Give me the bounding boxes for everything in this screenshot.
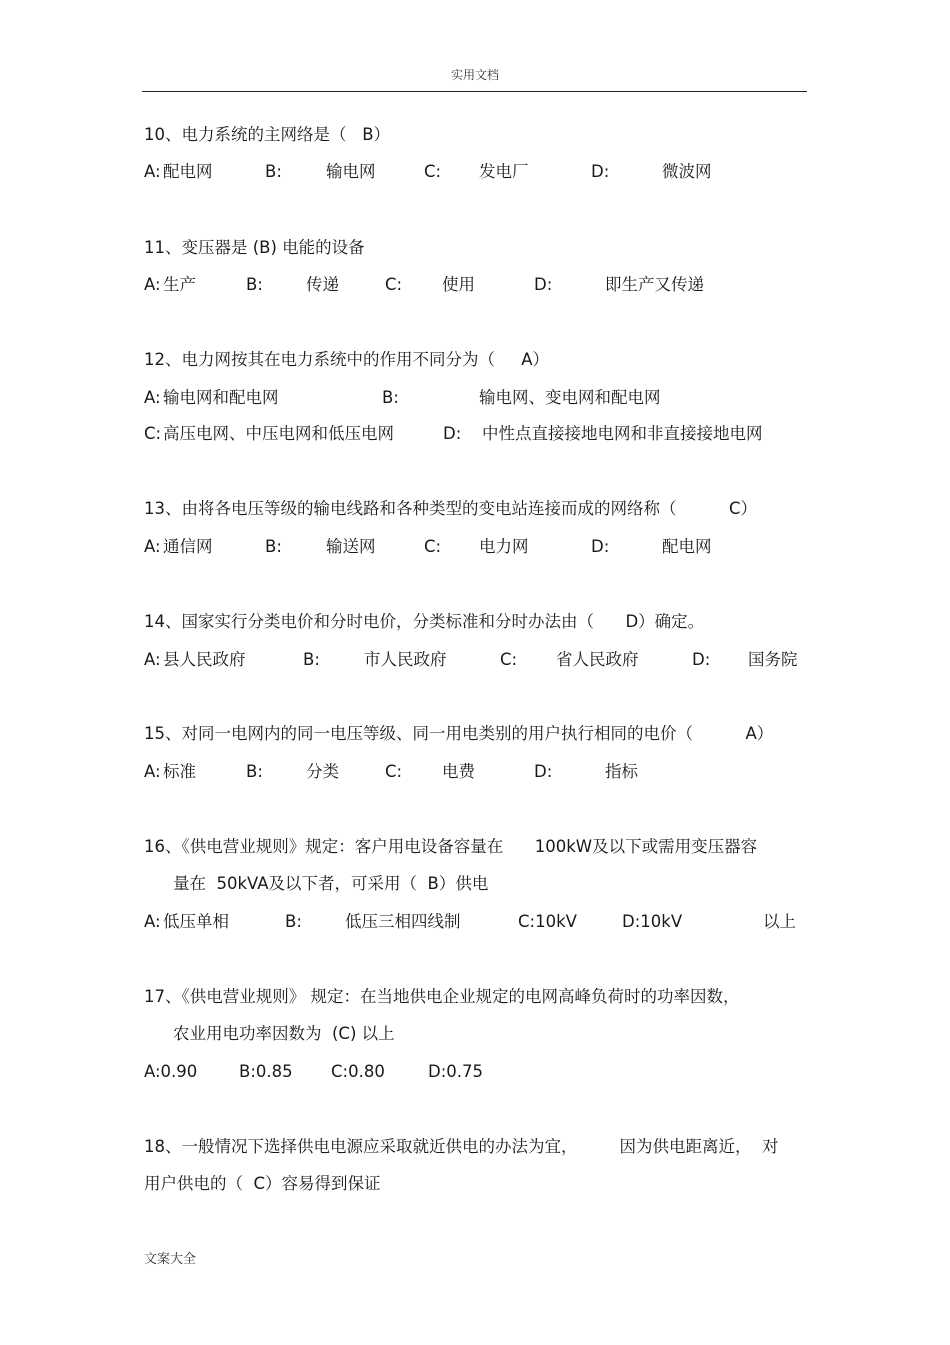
question-12-option-b-label: B: <box>382 388 399 407</box>
question-14-option-c-label: C: <box>500 650 518 669</box>
question-14-option-d: 国务院 <box>748 650 798 669</box>
question-15-option-c: 电费 <box>442 762 475 781</box>
question-18-stem: 18、一般情况下选择供电电源应采取就近供电的办法为宜， 因为供电距离近， 对 <box>144 1137 779 1156</box>
question-15-option-d-label: D: <box>534 762 553 781</box>
question-10-option-b: 输电网 <box>326 162 376 181</box>
question-13-option-c: 电力网 <box>479 537 529 556</box>
question-16-option-c: C:10kV <box>518 912 577 931</box>
question-11-option-b-label: B: <box>246 275 263 294</box>
question-14-stem: 14、国家实行分类电价和分时电价，分类标准和分时办法由（ D）确定。 <box>144 612 705 631</box>
question-10-option-d: 微波网 <box>662 162 712 181</box>
page-footer: 文案大全 <box>144 1252 197 1267</box>
question-13-stem: 13、由将各电压等级的输电线路和各种类型的变电站连接而成的网络称（ C） <box>144 499 757 518</box>
question-18-stem-continued: 用户供电的（ C）容易得到保证 <box>144 1174 381 1193</box>
question-16-option-b-label: B: <box>285 912 302 931</box>
question-14-option-d-label: D: <box>692 650 711 669</box>
question-12-option-c: 高压电网、中压电网和低压电网 <box>163 424 394 443</box>
question-13-option-d-label: D: <box>591 537 610 556</box>
question-10-option-a-label: A: <box>144 162 161 181</box>
question-11-option-a-label: A: <box>144 275 161 294</box>
question-12-option-b: 输电网、变电网和配电网 <box>479 388 661 407</box>
question-10-option-c-label: C: <box>424 162 442 181</box>
question-10-option-c: 发电厂 <box>479 162 529 181</box>
question-15-option-b-label: B: <box>246 762 263 781</box>
question-17-stem: 17、《供电营业规则》 规定：在当地供电企业规定的电网高峰负荷时的功率因数， <box>144 987 740 1006</box>
question-12-option-a-label: A: <box>144 388 161 407</box>
question-10-stem: 10、电力系统的主网络是（ B） <box>144 125 391 144</box>
question-15-stem: 15、对同一电网内的同一电压等级、同一用电类别的用户执行相同的电价（ A） <box>144 724 774 743</box>
page-header: 实用文档 <box>450 68 499 82</box>
question-16-option-d-suffix: 以上 <box>763 912 796 931</box>
question-12-option-d-label: D: <box>443 424 462 443</box>
question-16-option-a-label: A: <box>144 912 161 931</box>
header-rule <box>142 91 807 92</box>
question-17-option-a: A:0.90 <box>144 1062 198 1081</box>
question-16-option-b: 低压三相四线制 <box>345 912 461 931</box>
question-15-option-d: 指标 <box>605 762 638 781</box>
question-11-option-d-label: D: <box>534 275 553 294</box>
question-17-option-b: B:0.85 <box>239 1062 293 1081</box>
question-11-stem: 11、变压器是 (B) 电能的设备 <box>144 238 365 257</box>
question-12-stem: 12、电力网按其在电力系统中的作用不同分为（ A） <box>144 350 550 369</box>
question-12-option-a: 输电网和配电网 <box>163 388 279 407</box>
question-14-option-b-label: B: <box>303 650 320 669</box>
question-17-option-c: C:0.80 <box>331 1062 385 1081</box>
question-10-option-a: 配电网 <box>163 162 213 181</box>
question-14-option-a-label: A: <box>144 650 161 669</box>
question-16-stem-continued: 量在 50kVA及以下者，可采用（ B）供电 <box>173 874 489 893</box>
question-11-option-c-label: C: <box>385 275 403 294</box>
question-12-option-c-label: C: <box>144 424 162 443</box>
question-10-option-b-label: B: <box>265 162 282 181</box>
question-11-option-a: 生产 <box>163 275 196 294</box>
question-15-option-c-label: C: <box>385 762 403 781</box>
question-13-option-b-label: B: <box>265 537 282 556</box>
question-11-option-b: 传递 <box>306 275 339 294</box>
question-11-option-d: 即生产又传递 <box>605 275 704 294</box>
question-16-option-a: 低压单相 <box>163 912 229 931</box>
question-12-option-d: 中性点直接接地电网和非直接接地电网 <box>482 424 763 443</box>
question-17-option-d: D:0.75 <box>428 1062 484 1081</box>
question-10-option-d-label: D: <box>591 162 610 181</box>
question-13-option-c-label: C: <box>424 537 442 556</box>
question-14-option-a: 县人民政府 <box>163 650 246 669</box>
question-17-stem-continued: 农业用电功率因数为 (C) 以上 <box>173 1024 395 1043</box>
question-15-option-a: 标准 <box>163 762 196 781</box>
question-13-option-a-label: A: <box>144 537 161 556</box>
question-16-stem: 16、《供电营业规则》规定：客户用电设备容量在 100kW及以下或需用变压器容 <box>144 837 758 856</box>
question-13-option-a: 通信网 <box>163 537 213 556</box>
question-13-option-b: 输送网 <box>326 537 376 556</box>
question-16-option-d: D:10kV <box>622 912 683 931</box>
question-15-option-a-label: A: <box>144 762 161 781</box>
question-15-option-b: 分类 <box>306 762 339 781</box>
question-14-option-c: 省人民政府 <box>556 650 639 669</box>
question-14-option-b: 市人民政府 <box>364 650 447 669</box>
question-13-option-d: 配电网 <box>662 537 712 556</box>
question-11-option-c: 使用 <box>442 275 475 294</box>
